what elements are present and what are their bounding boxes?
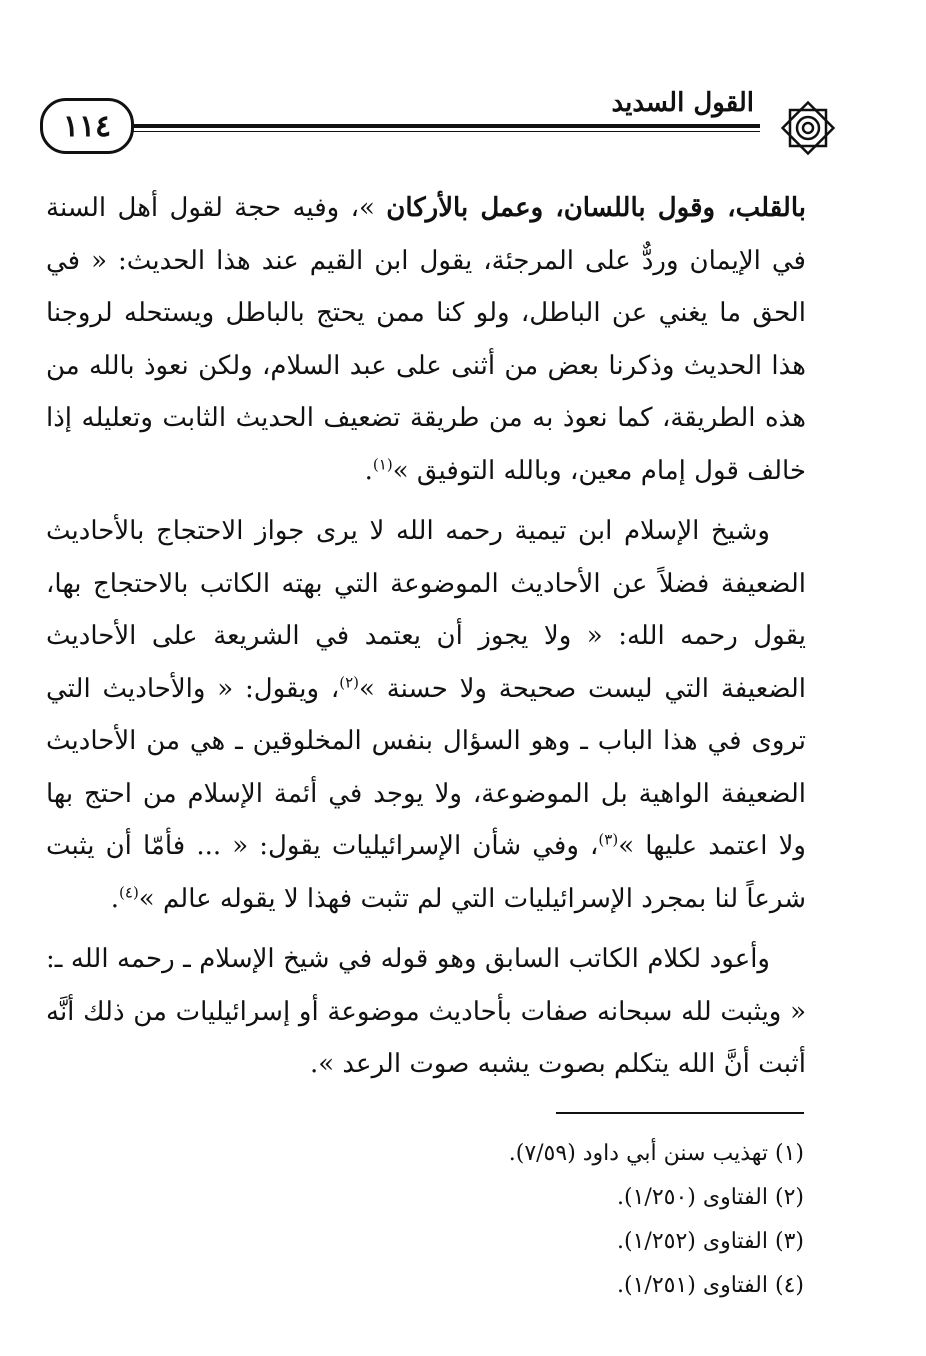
footnote-2: (٢) الفتاوى (١/٢٥٠). [617,1185,804,1210]
star-ornament-icon [776,96,840,160]
bold-quote: بالقلب، وقول باللسان، وعمل بالأركان [386,193,806,223]
footnote-ref-3[interactable]: (٣) [598,830,619,849]
paragraph-2-end: . [110,883,120,914]
footnote-separator [556,1112,804,1114]
paragraph-1-end: . [364,455,373,486]
footnotes [104,1132,804,1308]
paragraph-1 [46,182,806,497]
paragraph-2 [46,505,806,925]
footnote-ref-4[interactable]: (٤) [119,882,139,901]
paragraph-1-text: »، وفيه حجة لقول أهل السنة في الإيمان وردٌّ على المرجئة، يقول ابن القيم عند هذا الحديث: « في الحق ما يغني عن الباطل، ولو كنا ممن يحتج بالباطل ويستحله لروجنا هذا الحديث وذكرنا بعض من أثنى على عبد السلام، ولكن نعوذ بالله من هذه الطريقة، كما نعوذ به من طريقة تضعيف الحديث الثابت وتعليله إذا خالف قول إمام معين، وبالله التوفيق » [46,193,806,486]
footnote-3: (٣) الفتاوى (١/٢٥٢). [617,1229,804,1254]
paragraph-2-part-2: ، ويقول: « والأحاديث التي تروى في هذا الباب ـ وهو السؤال بنفس المخلوقين ـ هي من الأحاديث الضعيفة الواهية بل الموضوعة، ولا يوجد في أئمة الإسلام من احتج بها ولا اعتمد عليها » [46,673,806,861]
paragraph-2-part-1: وشيخ الإسلام ابن تيمية رحمه الله لا يرى جواز الاحتجاج بالأحاديث الضعيفة فضلاً عن الأحاديث الموضوعة التي بهته الكاتب بالاحتجاج بها، يقول رحمه الله: « ولا يجوز أن يعتمد في الشريعة على الأحاديث الضعيفة التي ليست صحيحة ولا حسنة » [46,516,807,704]
paragraph-2-part-3: ، وفي شأن الإسرائيليات يقول: « ... فأمّا أن يثبت شرعاً لنا بمجرد الإسرائيليات التي لم تثبت فهذا لا يقوله عالم » [46,831,806,914]
main-text [46,182,806,1091]
footnote-1: (١) تهذيب سنن أبي داود (٧/٥٩). [508,1141,804,1166]
footnote-ref-2[interactable]: (٢) [339,672,359,691]
header-rule-thin [100,131,760,132]
page-header [40,88,840,168]
header-rule [100,124,760,128]
running-title: القول السديد [605,88,760,118]
footnote-ref-1[interactable]: (١) [372,454,393,473]
page-number: ١١٤ [40,98,134,154]
footnote-4: (٤) الفتاوى (١/٢٥١). [617,1273,804,1298]
paragraph-3: وأعود لكلام الكاتب السابق وهو قوله في شيخ الإسلام ـ رحمه الله ـ: « ويثبت لله سبحانه صفات بأحاديث موضوعة أو إسرائيليات من ذلك أنَّه أثبت أنَّ الله يتكلم بصوت يشبه صوت الرعد ». [46,944,806,1079]
